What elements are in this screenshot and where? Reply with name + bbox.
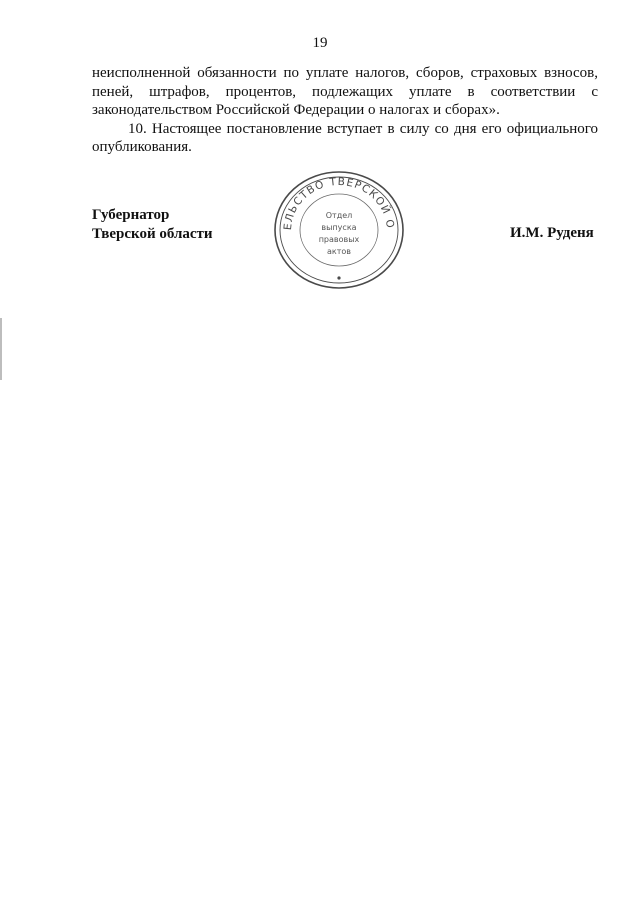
signatory-title-line: Губернатор [92,207,170,223]
seal-center-text: Отдел [325,211,353,220]
paragraph-line: неисполненной обязанности по уплате налогов, сборов, страховых взносов, [92,65,598,81]
seal-center-text: правовых [318,235,360,244]
paragraph-line: пеней, штрафов, процентов, подлежащих уплате в соответствии с [92,83,598,100]
scan-edge-mark [0,318,2,380]
signatory-title-line: Тверской области [92,225,213,242]
seal-ring-text: ЕЛЬСТВО ТВЕРСКОЙ О [281,175,397,231]
seal-center-text: актов [326,247,352,256]
signatory-name: И.М. Руденя [510,225,594,241]
paragraph-line: опубликования. [92,139,192,156]
paragraph-line: 10. Настоящее постановление вступает в силу со дня его официального [128,120,598,137]
seal-stamp-graphic [272,167,406,291]
official-seal [272,167,406,291]
document-body [92,64,598,157]
seal-star-dot [337,276,340,279]
paragraph-line: законодательством Российской Федерации о налогах и сборах». [92,102,500,119]
seal-center-text: выпуска [321,223,357,232]
signatory-title [92,206,213,243]
page-number: 19 [312,35,328,51]
